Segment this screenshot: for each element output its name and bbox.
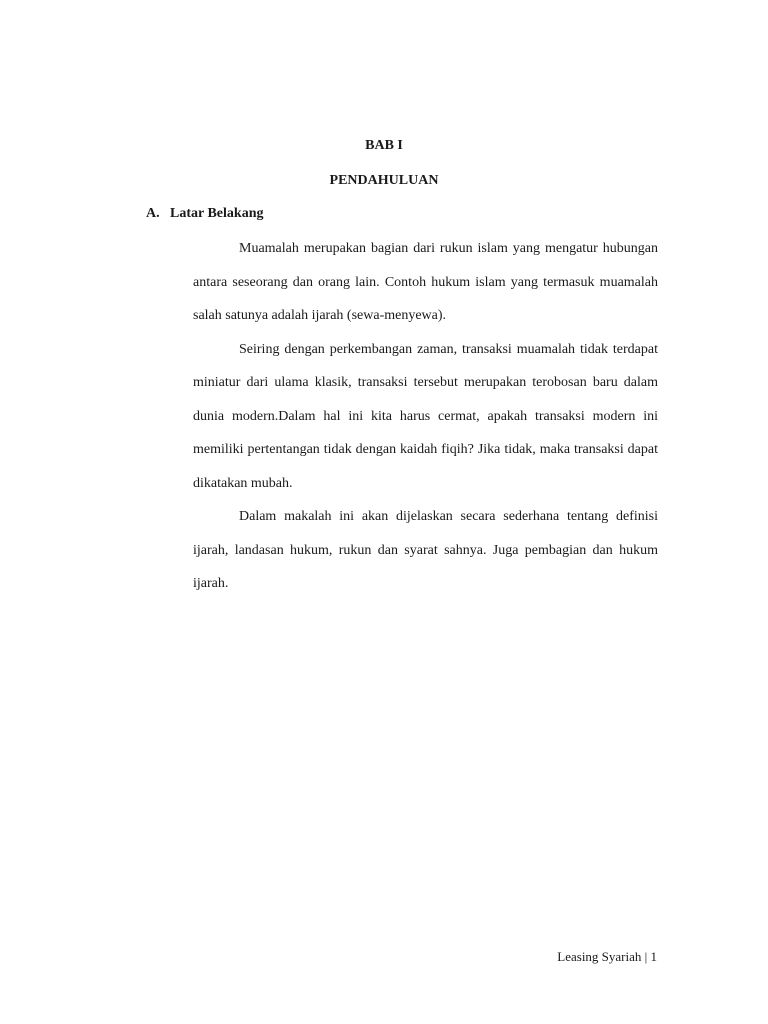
- body-text: [193, 232, 658, 601]
- paragraph-3: Dalam makalah ini akan dijelaskan secara sederhana tentang definisi ijarah, landasan hukum, rukun dan syarat sahnya. Juga pembagian dan hukum ijarah.: [193, 509, 658, 591]
- section-title: Latar Belakang: [170, 206, 264, 221]
- chapter-number: BAB I: [365, 138, 403, 153]
- paragraph-2: Seiring dengan perkembangan zaman, transaksi muamalah tidak terdapat miniatur dari ulama klasik, transaksi tersebut merupakan terobosan baru dalam dunia modern.Dalam hal ini kita harus cermat, apakah transaksi modern ini memiliki pertentangan tidak dengan kaidah fiqih? Jika tidak, maka transaksi dapat dikatakan mubah.: [193, 341, 658, 491]
- page-footer: Leasing Syariah | 1: [557, 949, 657, 964]
- chapter-title: PENDAHULUAN: [329, 173, 439, 188]
- paragraph-1: Muamalah merupakan bagian dari rukun islam yang mengatur hubungan antara seseorang dan orang lain. Contoh hukum islam yang termasuk muamalah salah satunya adalah ijarah (sewa-menyewa).: [193, 241, 658, 323]
- section-marker: A.: [146, 206, 160, 221]
- section-heading: [146, 206, 263, 222]
